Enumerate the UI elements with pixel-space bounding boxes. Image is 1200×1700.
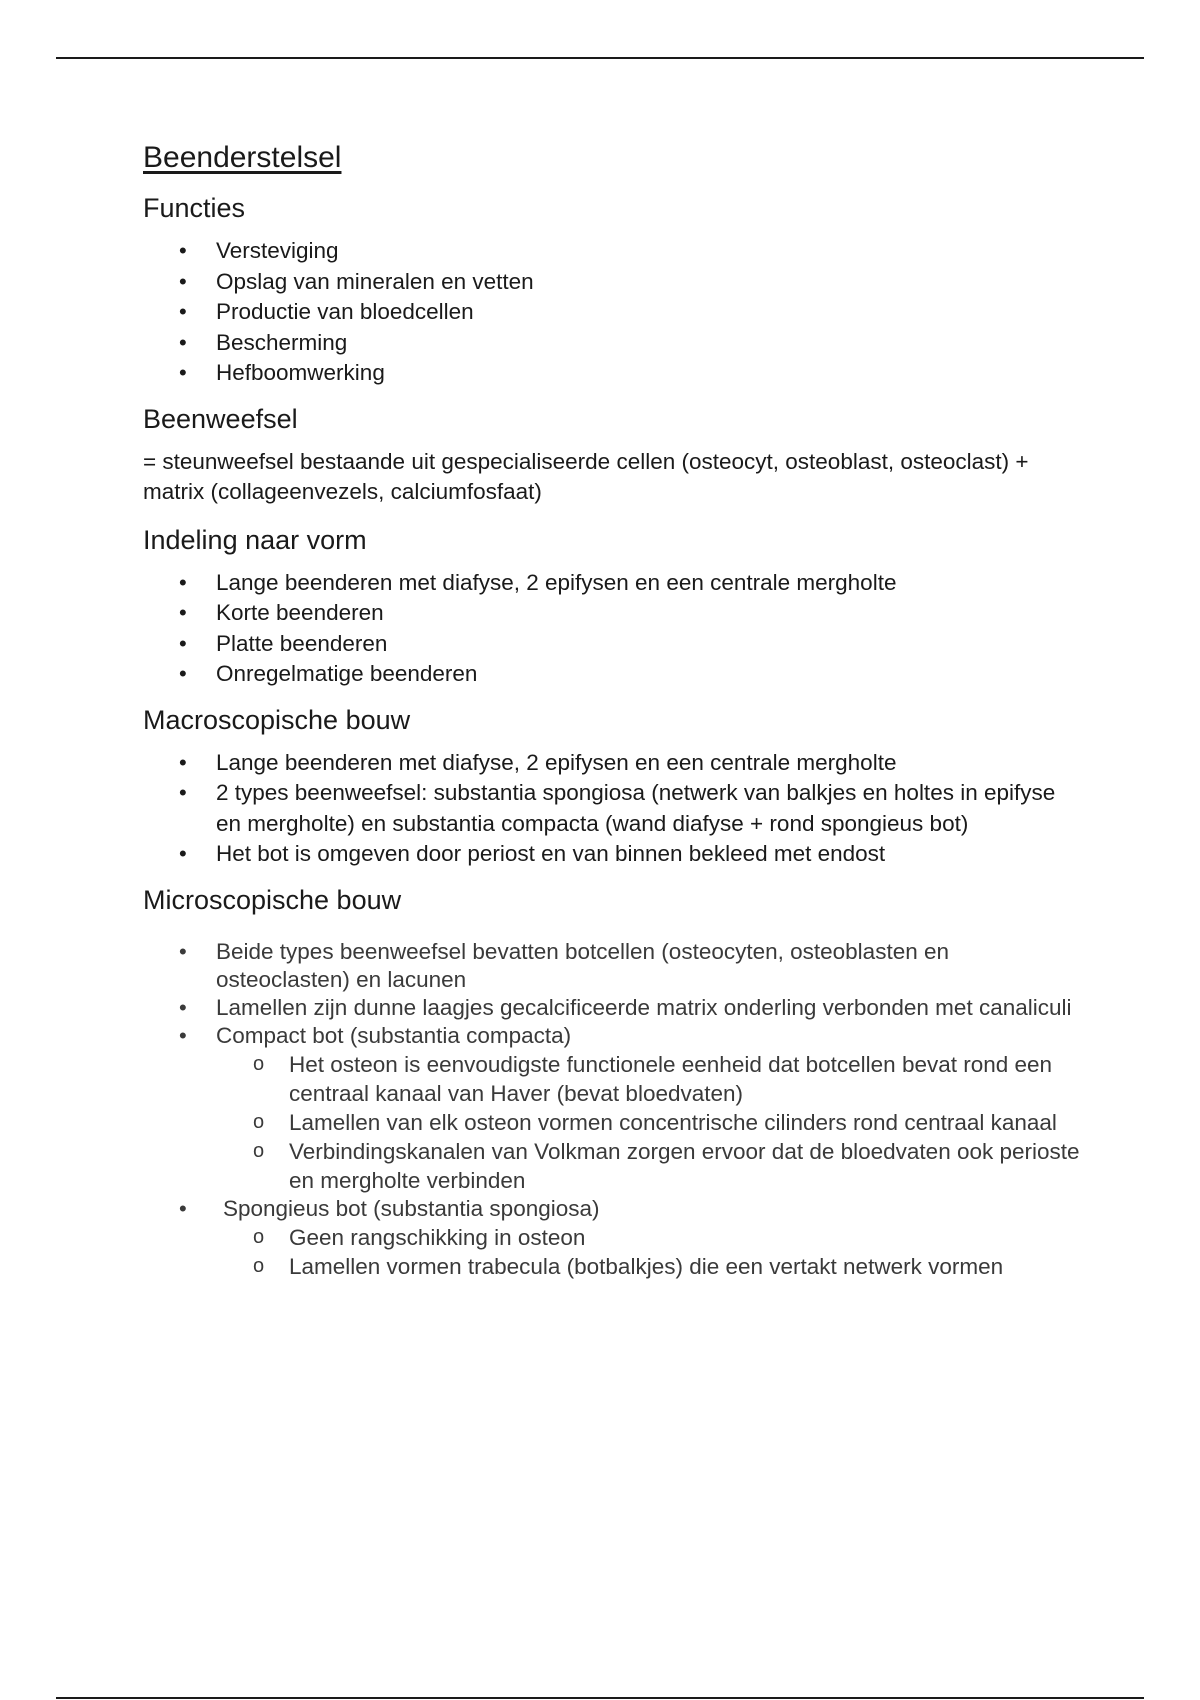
list-indeling — [143, 568, 1083, 690]
list-functies — [143, 236, 1083, 389]
sublist-item: o Lamellen van elk osteon vormen concentrische cilinders rond centraal kanaal — [143, 1108, 1083, 1137]
sublist-spongieus — [216, 1223, 1083, 1281]
list-micro — [143, 938, 1083, 1281]
list-item: • Platte beenderen — [143, 629, 1083, 660]
sublist-compact — [216, 1050, 1083, 1195]
list-item: • Opslag van mineralen en vetten — [143, 267, 1083, 298]
list-item: • Het bot is omgeven door periost en van binnen bekleed met endost — [143, 839, 1083, 870]
heading-indeling: Indeling naar vorm — [143, 524, 367, 555]
list-item-text: Spongieus bot (substantia spongiosa) — [223, 1195, 600, 1221]
list-item: • Beide types beenweefsel bevatten botcellen (osteocyten, osteoblasten en osteoclasten) en lacunen — [143, 938, 1083, 994]
list-item: • Versteviging — [143, 236, 1083, 267]
paragraph-beenweefsel: = steunweefsel bestaande uit gespecialiseerde cellen (osteocyt, osteoblast, osteoclast) + matrix (collageenvezels, calciumfosfaat) — [143, 448, 1029, 504]
list-macro — [143, 748, 1083, 870]
list-item: • 2 types beenweefsel: substantia spongiosa (netwerk van balkjes en holtes in epifyse en mergholte) en substantia compacta (wand diafyse + rond spongieus bot) — [143, 778, 1083, 839]
document-body — [143, 138, 1083, 1293]
heading-beenweefsel: Beenweefsel — [143, 403, 298, 434]
header-rule — [56, 57, 1144, 59]
list-item: • Bescherming — [143, 328, 1083, 359]
page-title: Beenderstelsel — [143, 141, 342, 174]
list-item: • Korte beenderen — [143, 598, 1083, 629]
footer-rule — [56, 1697, 1144, 1699]
list-item: • Hefboomwerking — [143, 358, 1083, 389]
list-item: • Onregelmatige beenderen — [143, 659, 1083, 690]
sublist-item: o Verbindingskanalen van Volkman zorgen ervoor dat de bloedvaten ook perioste en mergholte verbinden — [143, 1137, 1083, 1195]
heading-micro: Microscopische bouw — [143, 884, 402, 915]
list-item-text: Compact bot (substantia compacta) — [216, 1022, 572, 1048]
list-item — [143, 1022, 1083, 1195]
list-item: • Lange beenderen met diafyse, 2 epifysen en een centrale mergholte — [143, 568, 1083, 599]
list-item: • Lamellen zijn dunne laagjes gecalcificeerde matrix onderling verbonden met canaliculi — [143, 994, 1083, 1022]
heading-macro: Macroscopische bouw — [143, 704, 411, 735]
list-item: • Productie van bloedcellen — [143, 297, 1083, 328]
sublist-item: o Lamellen vormen trabecula (botbalkjes) die een vertakt netwerk vormen — [143, 1252, 1083, 1281]
sublist-item: o Het osteon is eenvoudigste functionele eenheid dat botcellen bevat rond een centraal kanaal van Haver (bevat bloedvaten) — [143, 1050, 1083, 1108]
heading-functies: Functies — [143, 193, 246, 223]
list-item: • Lange beenderen met diafyse, 2 epifysen en een centrale mergholte — [143, 748, 1083, 779]
sublist-item: o Geen rangschikking in osteon — [143, 1223, 1083, 1252]
list-item — [143, 1195, 1083, 1281]
